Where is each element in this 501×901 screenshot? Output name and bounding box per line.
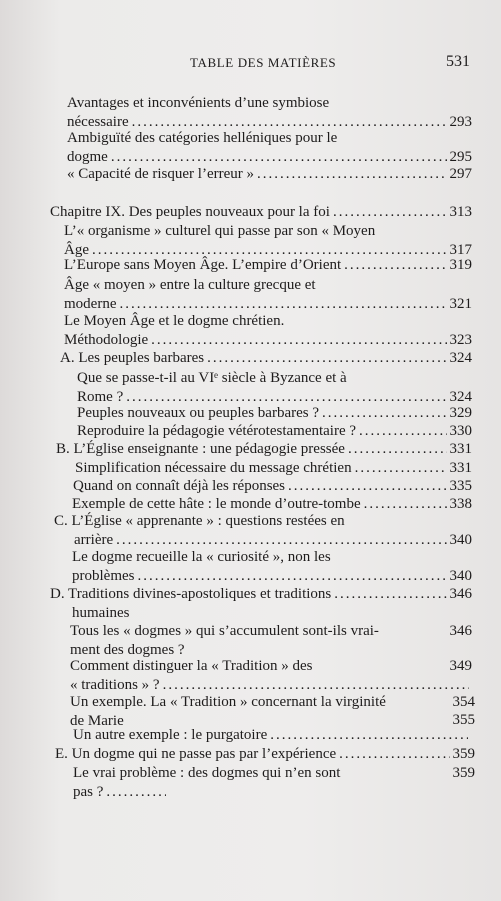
toc-page-number: 313 [449, 204, 472, 220]
toc-entry-line: Exemple de cette hâte : le monde d’outre-tombe [72, 496, 361, 512]
toc-entry-line: Âge [64, 242, 89, 258]
leader-dots [151, 331, 446, 350]
toc-entry [67, 94, 472, 132]
toc-page-number: 346 [449, 623, 472, 639]
toc-entry-line: dogme [67, 149, 108, 165]
toc-entry-line: humaines [72, 605, 130, 621]
toc-page-number: 329 [449, 405, 472, 421]
page-number: 531 [446, 53, 470, 70]
toc-entry [77, 422, 472, 441]
toc-entry-line: B. L’Église enseignante : une pédagogie pressée [56, 441, 345, 457]
toc-page-number: 340 [449, 532, 472, 548]
toc-entry-section [54, 512, 472, 550]
toc-entry-line: Le Moyen Âge et le dogme chrétien. [64, 313, 285, 329]
toc-page-number: 335 [449, 478, 472, 494]
toc-entry [75, 459, 472, 478]
toc-entry [70, 657, 472, 695]
toc-page-number: 349 [449, 658, 472, 674]
toc-entry-line: Le dogme recueille la « curiosité », non les [72, 549, 331, 565]
leader-dots [348, 440, 447, 459]
toc-entry-line: problèmes [72, 568, 135, 584]
toc-entry [70, 622, 472, 660]
toc-page-number: 340 [449, 568, 472, 584]
toc-entry-line: Comment distinguer la « Tradition » des [70, 658, 313, 674]
toc-entry-line: E. Un dogme qui ne passe pas par l’expérience [55, 746, 337, 762]
toc-entry-line: Ambiguïté des catégories helléniques pour le [67, 130, 338, 146]
toc-page-number: 324 [449, 389, 472, 405]
toc-page-number: 317 [449, 242, 472, 258]
toc-entry-line: ment des dogmes ? [70, 642, 185, 658]
toc-entry-line: Âge « moyen » entre la culture grecque et [64, 277, 316, 293]
toc-page-number: 319 [449, 257, 472, 273]
toc-entry [73, 726, 475, 745]
toc-entry-line: Le vrai problème : des dogmes qui n’en sont [73, 765, 341, 781]
toc-entry-line: Méthodologie [64, 332, 149, 348]
toc-entry-section [60, 349, 472, 368]
toc-page-number: 330 [449, 423, 472, 439]
toc-page-number: 324 [449, 350, 472, 366]
leader-dots [322, 404, 446, 423]
toc-entry-line: C. L’Église « apprenante » : questions restées en [54, 513, 345, 529]
toc-entry [73, 477, 472, 496]
leader-dots [344, 256, 446, 275]
toc-entry-line: D. Traditions divines-apostoliques et traditions [50, 586, 332, 602]
leader-dots [333, 203, 447, 222]
toc-entry-line: arrière [74, 532, 114, 548]
toc-entry-line: Peuples nouveaux ou peuples barbares ? [77, 405, 320, 421]
toc-entry-line: Quand on connaît déjà les réponses [73, 478, 286, 494]
toc-entry [64, 276, 472, 314]
leader-dots [257, 165, 447, 184]
toc-page-number: 297 [449, 166, 472, 182]
toc-page-number: 355 [452, 712, 475, 728]
toc-entry-line: Tous les « dogmes » qui s’accumulent sont-ils vrai- [70, 623, 379, 639]
toc-entry-line: Un autre exemple : le purgatoire [73, 727, 268, 743]
toc-entry [77, 404, 472, 423]
toc-entry-line: Simplification nécessaire du message chrétien [75, 460, 352, 476]
toc-entry-line: Un exemple. La « Tradition » concernant la virginité [70, 694, 386, 710]
toc-entry [73, 764, 475, 802]
toc-entry-line: L’Europe sans Moyen Âge. L’empire d’Orient [64, 257, 342, 273]
toc-entry-section [50, 585, 472, 623]
toc-page-number: 354 [452, 694, 475, 710]
leader-dots [137, 567, 446, 586]
leader-dots [359, 422, 446, 441]
toc-page-number: 338 [449, 496, 472, 512]
leader-dots [355, 459, 447, 478]
toc-entry-line: Chapitre IX. Des peuples nouveaux pour la foi [50, 204, 330, 220]
toc-page-number: 346 [449, 586, 472, 602]
leader-dots [334, 585, 446, 604]
toc-entry-line: de Marie [70, 713, 124, 729]
toc-entry [77, 369, 472, 407]
leader-dots [106, 783, 166, 802]
toc-entry [64, 222, 472, 260]
leader-dots [339, 745, 449, 764]
toc-entry [67, 129, 472, 167]
toc-entry [67, 165, 472, 184]
toc-entry-chapter [50, 203, 472, 222]
toc-page-number: 331 [449, 441, 472, 457]
toc-entry-line: Que se passe-t-il au VIᵉ siècle à Byzance et à [77, 370, 347, 386]
toc-page-number: 321 [449, 296, 472, 312]
toc-entry-line: nécessaire [67, 114, 129, 130]
toc-entry-line: moderne [64, 296, 117, 312]
toc-page-number: 331 [449, 460, 472, 476]
toc-entry-line: Rome ? [77, 389, 124, 405]
toc-entry-line: L’« organisme » culturel qui passe par son « Moyen [64, 223, 376, 239]
toc-page-number: 295 [449, 149, 472, 165]
toc-page-number [471, 726, 475, 745]
toc-entry [64, 256, 472, 275]
toc-entry-line: « Capacité de risquer l’erreur » [67, 166, 254, 182]
toc-page-number: 359 [452, 746, 475, 762]
leader-dots [270, 726, 468, 745]
toc-entry-line: « traditions » ? [70, 677, 160, 693]
toc-entry-line: pas ? [73, 784, 104, 800]
toc-entry-section [56, 440, 472, 459]
toc-page-number: 359 [452, 765, 475, 781]
toc-entry-line: Reproduire la pédagogie vétérotestamentaire ? [77, 423, 357, 439]
toc-page-number: 323 [449, 332, 472, 348]
toc-entry-line: A. Les peuples barbares [60, 350, 205, 366]
running-title: TABLE DES MATIÈRES [190, 55, 337, 70]
toc-page-number: 293 [449, 114, 472, 130]
leader-dots [207, 349, 446, 368]
leader-dots [288, 477, 446, 496]
toc-entry [72, 548, 472, 586]
toc-entry-line: Avantages et inconvénients d’une symbiose [67, 95, 330, 111]
toc-entry-section [55, 745, 475, 764]
toc-entry [64, 312, 472, 350]
